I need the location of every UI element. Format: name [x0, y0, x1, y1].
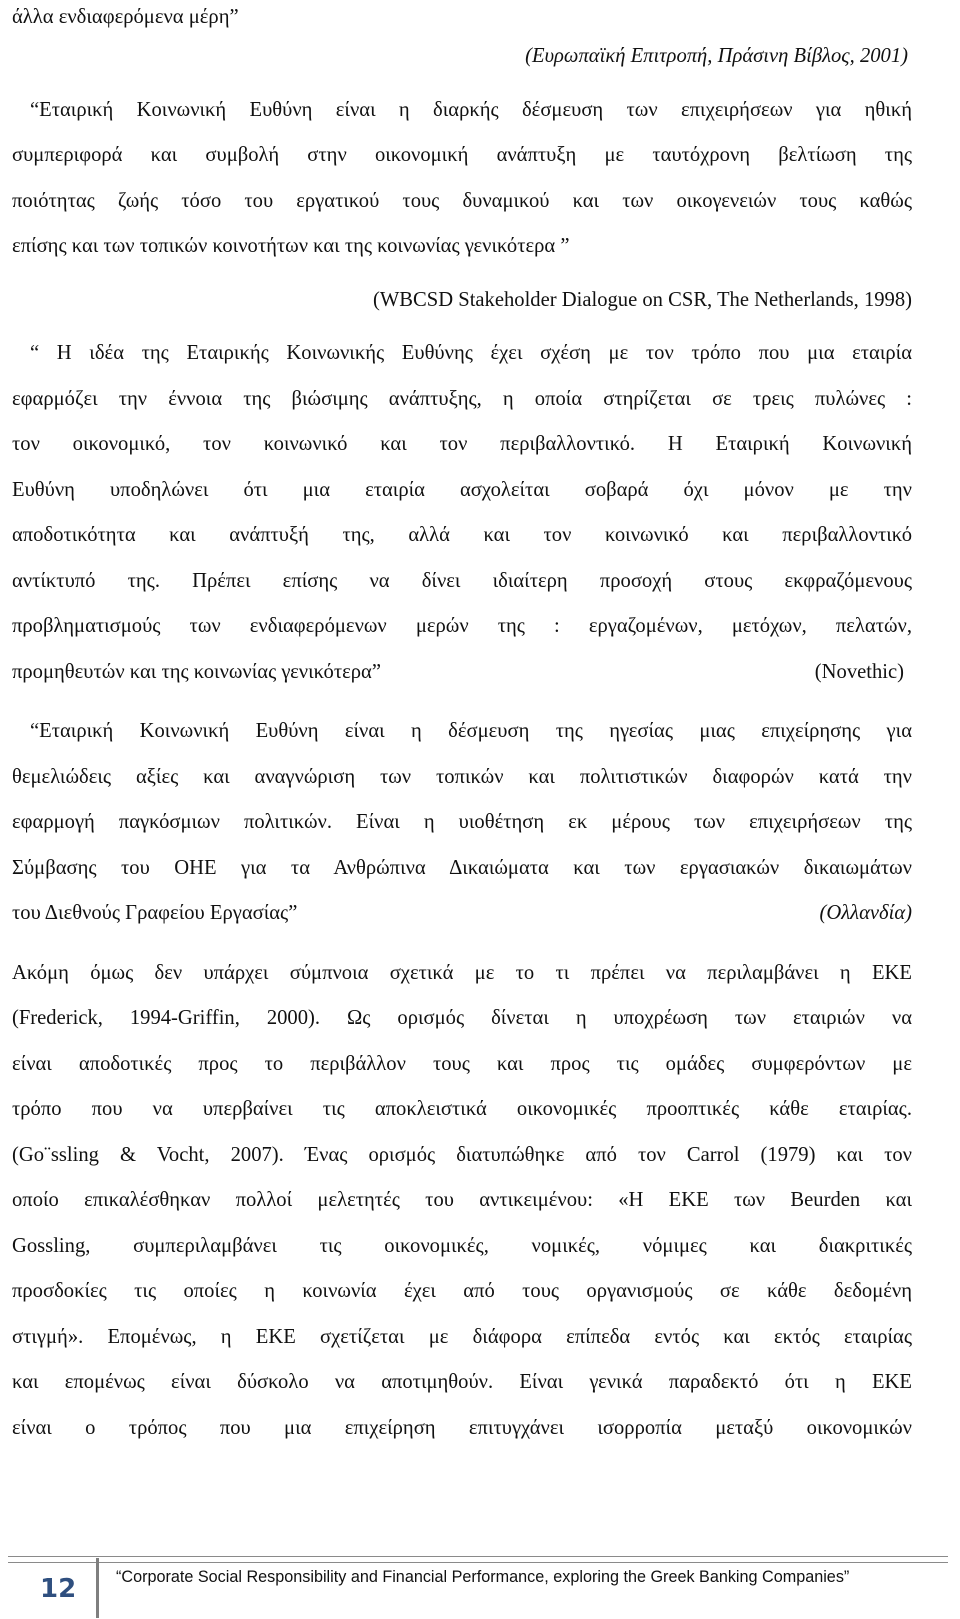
- citation: (Ολλανδία): [819, 902, 912, 924]
- footer-title: “Corporate Social Responsibility and Financial Performance, exploring the Greek Banking Companies”: [116, 1568, 850, 1586]
- quote-line: τον οικονομικό, τον κοινωνικό και τον περιβαλλοντικό. Η Εταιρική Κοινωνική: [12, 433, 912, 455]
- paragraph-line: στιγμή». Επομένως, η ΕΚΕ σχετίζεται με διάφορα επίπεδα εντός και εκτός εταιρίας: [12, 1325, 912, 1348]
- citation: (Ευρωπαϊκή Επιτροπή, Πράσινη Βίβλος, 2001): [525, 45, 908, 67]
- footer-vertical-divider: [96, 1558, 99, 1618]
- quote-line: εφαρμόζει την έννοια της βιώσιμης ανάπτυξης, η οποία στηρίζεται σε τρεις πυλώνες :: [12, 387, 912, 410]
- document-body: [12, 0, 912, 1451]
- quote-line: θεμελιώδεις αξίες και αναγνώριση των τοπικών και πολιτιστικών διαφορών κατά την: [12, 765, 912, 788]
- paragraph-line: προσδοκίες τις οποίες η κοινωνία έχει από τους οργανισμούς σε κάθε δεδομένη: [12, 1280, 912, 1302]
- quote-line: Σύμβασης του ΟΗΕ για τα Ανθρώπινα Δικαιώματα και των εργασιακών δικαιωμάτων: [12, 856, 912, 879]
- quote-line: προβληματισμούς των ενδιαφερόμενων μερών της : εργαζομένων, μετόχων, πελατών,: [12, 615, 912, 637]
- quote-line-with-citation: [12, 891, 912, 937]
- paragraph-line: είναι αποδοτικές προς το περιβάλλον τους και προς τις ομάδες συμφερόντων με: [12, 1052, 912, 1075]
- paragraph-line: Ακόμη όμως δεν υπάρχει σύμπνοια σχετικά με το τι πρέπει να περιλαμβάνει η ΕΚΕ: [12, 961, 912, 984]
- quote-line: αποδοτικότητα και ανάπτυξή της, αλλά και τον κοινωνικό και περιβαλλοντικό: [12, 524, 912, 546]
- quote-line: συμπεριφορά και συμβολή στην οικονομική ανάπτυξη με ταυτόχρονη βελτίωση της: [12, 144, 912, 166]
- quote-text: προμηθευτών και της κοινωνίας γενικότερα”: [12, 660, 381, 683]
- quote-line: ποιότητας ζωής τόσο του εργατικού τους δυναμικού και των οικογενειών τους καθώς: [12, 189, 912, 212]
- footer-divider: [8, 1556, 948, 1563]
- quote-line: “Εταιρική Κοινωνική Ευθύνη είναι η διαρκής δέσμευση των επιχειρήσεων για ηθική: [30, 98, 912, 121]
- paragraph-line: Gossling, συμπεριλαμβάνει τις οικονομικές, νομικές, νόμιμες και διακριτικές: [12, 1234, 912, 1257]
- quote-line: αντίκτυπό της. Πρέπει επίσης να δίνει ιδιαίτερη προσοχή στους εκφραζόμενους: [12, 569, 912, 592]
- quote-line: εφαρμογή παγκόσμιων πολιτικών. Είναι η υιοθέτηση εκ μέρους των επιχειρήσεων της: [12, 811, 912, 833]
- text-line: άλλα ενδιαφερόμενα μέρη”: [12, 6, 239, 28]
- quote-line: επίσης και των τοπικών κοινοτήτων και της κοινωνίας γενικότερα ”: [12, 235, 570, 257]
- quote-line: “Εταιρική Κοινωνική Ευθύνη είναι η δέσμευση της ηγεσίας μιας επιχείρησης για: [30, 720, 912, 742]
- quote-line: “ Η ιδέα της Εταιρικής Κοινωνικής Ευθύνης έχει σχέση με τον τρόπο που μια εταιρία: [30, 342, 912, 364]
- paragraph-line: και επομένως είναι δύσκολο να αποτιμηθούν. Είναι γενικά παραδεκτό ότι η ΕΚΕ: [12, 1371, 912, 1393]
- citation: (WBCSD Stakeholder Dialogue on CSR, The Netherlands, 1998): [373, 288, 912, 311]
- page-footer: [0, 1556, 960, 1619]
- quote-line-with-citation: [12, 650, 912, 696]
- paragraph-line: είναι ο τρόπος που μια επιχείρηση επιτυγχάνει ισορροπία μεταξύ οικονομικών: [12, 1416, 912, 1439]
- paragraph-line: οποίο επικαλέσθηκαν πολλοί μελετητές του αντικειμένου: «Η ΕΚΕ των Beurden και: [12, 1189, 912, 1211]
- quote-text: του Διεθνούς Γραφείου Εργασίας”: [12, 902, 298, 924]
- paragraph-line: τρόπο που να υπερβαίνει τις αποκλειστικά οικονομικές προοπτικές κάθε εταιρίας.: [12, 1098, 912, 1120]
- citation: (Novethic): [814, 660, 904, 683]
- paragraph-line: (Go¨ssling & Vocht, 2007). Ένας ορισμός διατυπώθηκε από τον Carrol (1979) και τον: [12, 1143, 912, 1166]
- paragraph-line: (Frederick, 1994-Griffin, 2000). Ως ορισμός δίνεται η υποχρέωση των εταιριών να: [12, 1007, 912, 1029]
- page-number: 12: [40, 1574, 77, 1604]
- quote-line: Ευθύνη υποδηλώνει ότι μια εταιρία ασχολείται σοβαρά όχι μόνον με την: [12, 478, 912, 501]
